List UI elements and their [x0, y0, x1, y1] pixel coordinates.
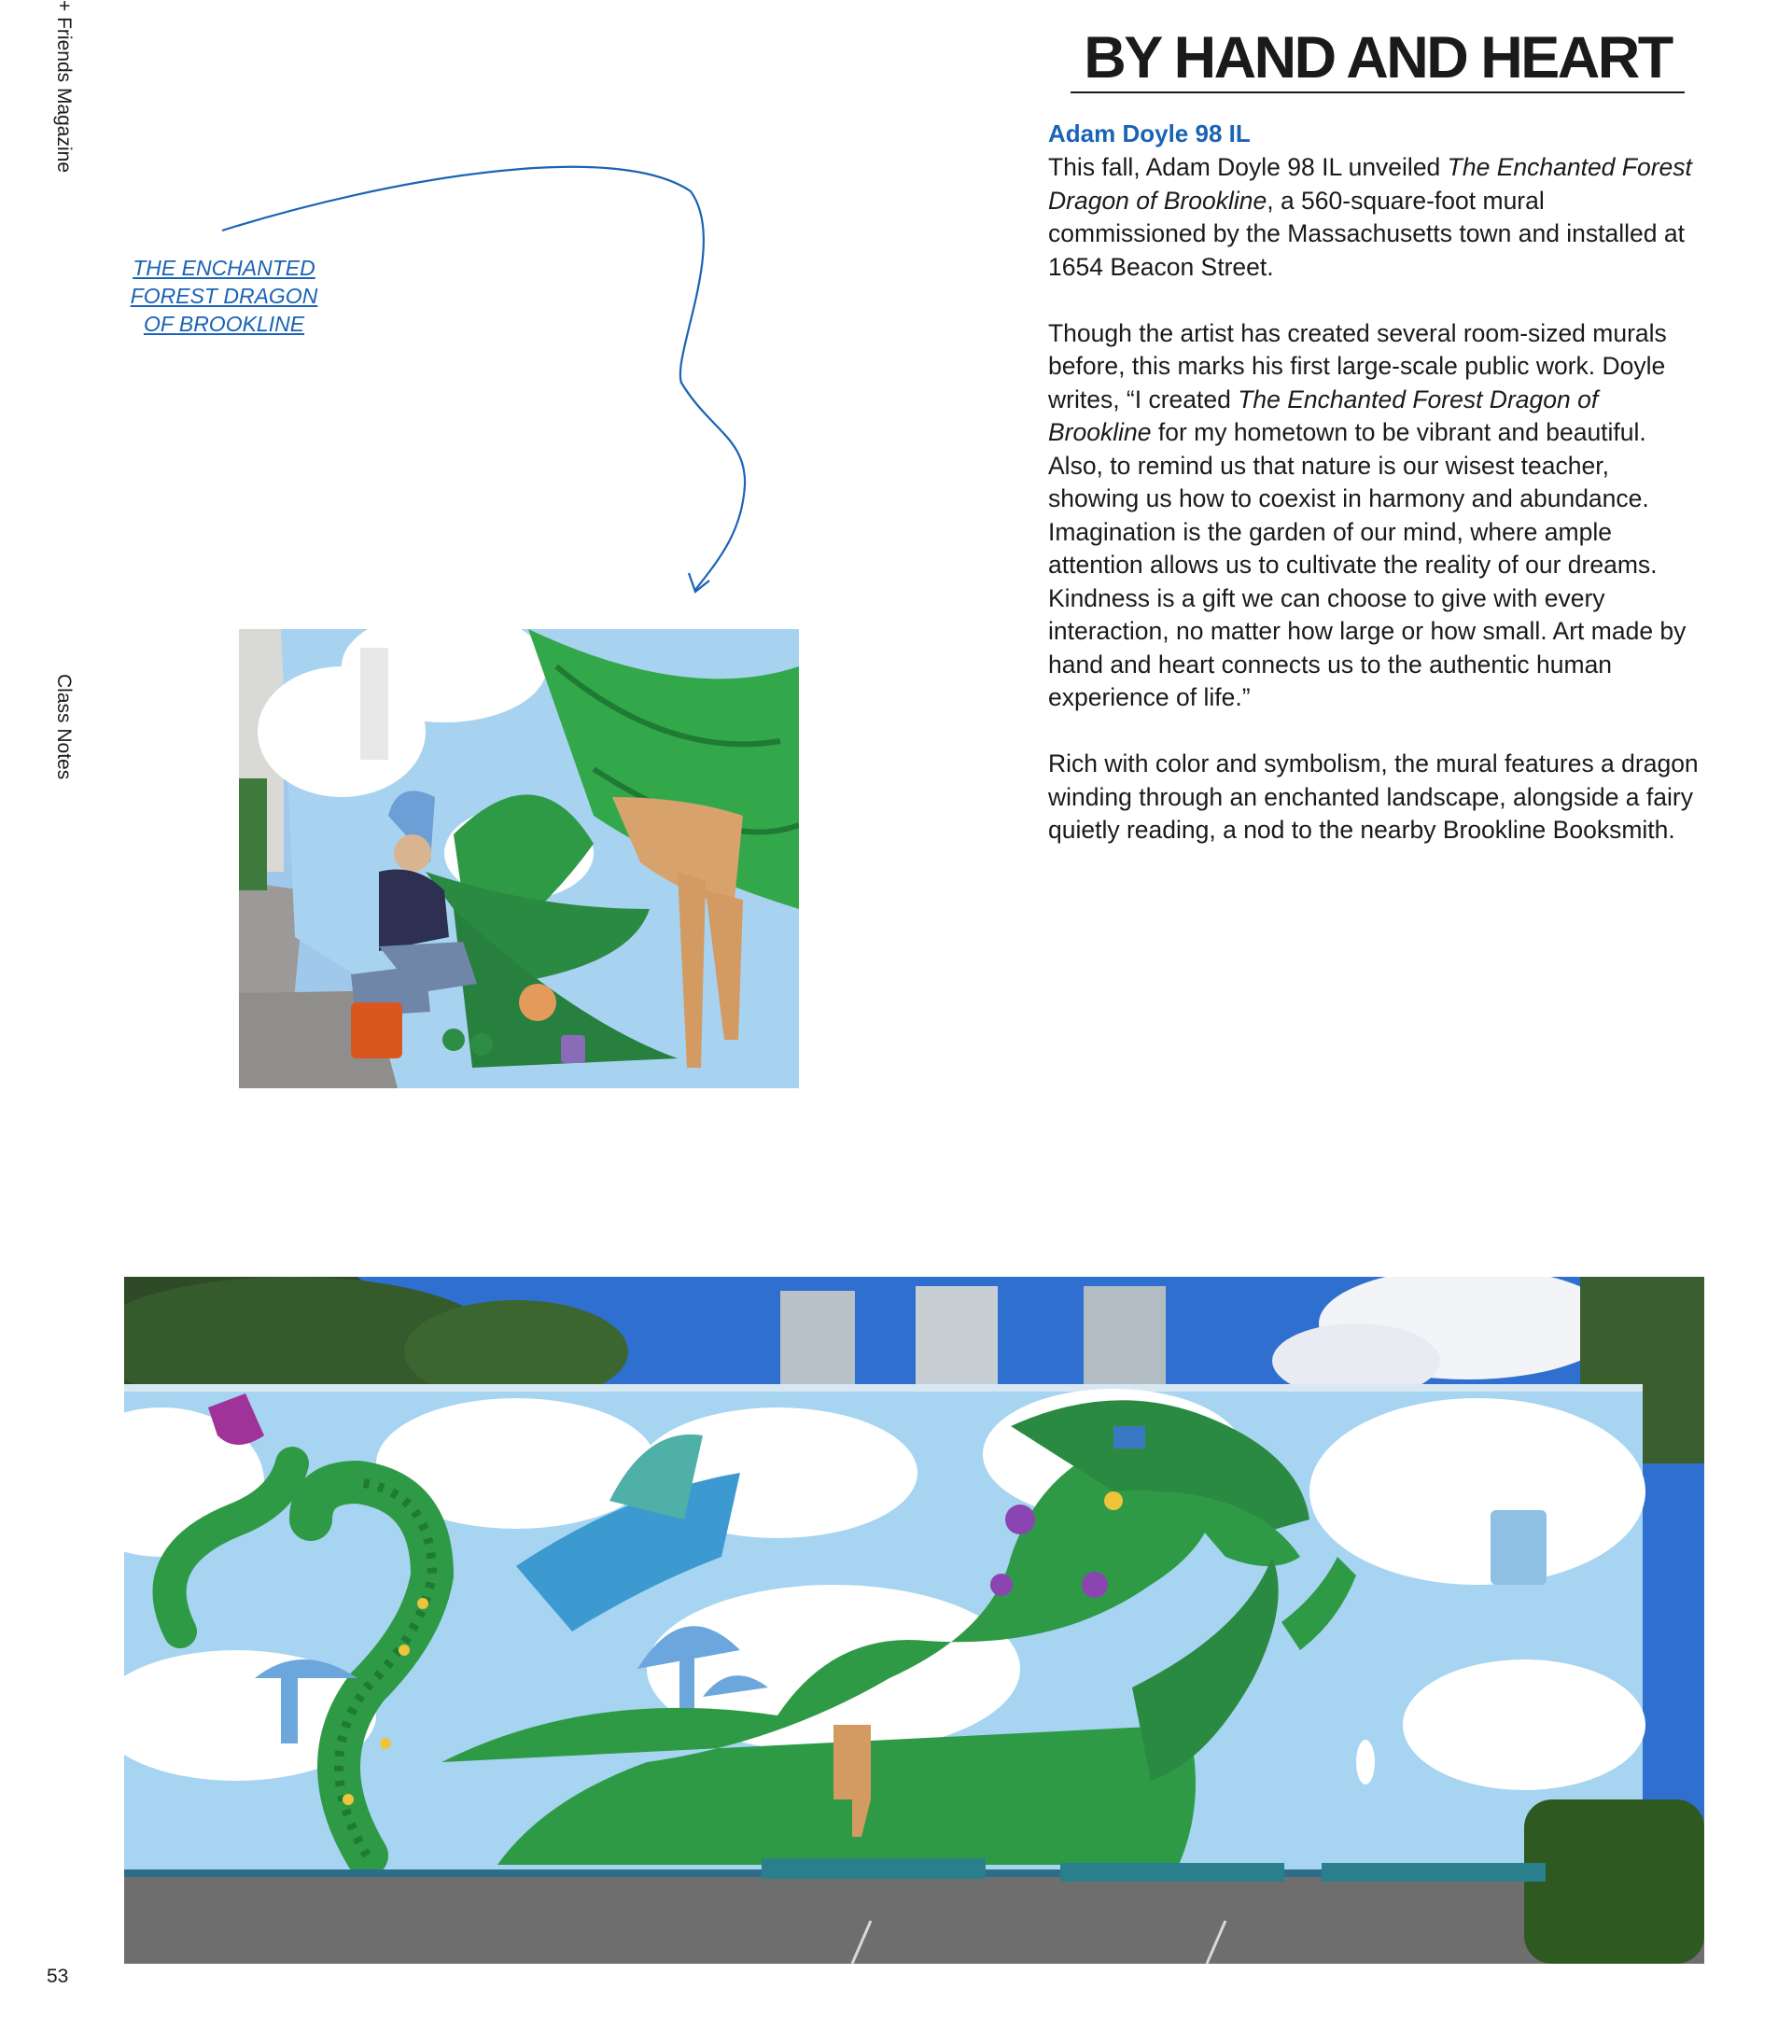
author-name: Adam Doyle 98 IL: [1048, 119, 1251, 147]
mural-caption-link[interactable]: THE ENCHANTED FOREST DRAGON OF BROOKLINE: [130, 256, 318, 336]
mural-photo: [124, 1277, 1704, 1964]
artist-painting-photo: [239, 629, 799, 1088]
article-body: [1048, 151, 1701, 880]
article-heading: BY HAND AND HEART: [1071, 26, 1685, 93]
section-label: Class Notes: [53, 674, 75, 780]
paragraph-2: Though the artist has created several room-sized murals before, this marks his first large-scale public work. Doyle writes, “I created The Enchanted Forest Dragon of Brookline for my hometown to be vibrant and beautiful. Also, to remind us that nature is our wisest teacher, showing us how to coexist in harmony and abundance. Imagination is the garden of our mind, where ample attention allows us to cultivate the reality of our dreams. Kindness is a gift we can choose to give with every interaction, no matter how large or how small. Art made by hand and heart connects us to the authentic human experience of life.”: [1048, 318, 1687, 711]
curved-arrow-icon: [0, 0, 840, 635]
paragraph-3: Rich with color and symbolism, the mural features a dragon winding through an enchanted landscape, alongside a fairy quietly reading, a nod to the nearby Brookline Booksmith.: [1048, 749, 1699, 844]
page-number: 53: [47, 1966, 69, 1987]
magazine-label: + Friends Magazine: [53, 0, 75, 174]
paragraph-1: This fall, Adam Doyle 98 IL unveiled The Enchanted Forest Dragon of Brookline, a 560-square-foot mural commissioned by the Massachusetts town and installed at 1654 Beacon Street.: [1048, 153, 1692, 281]
